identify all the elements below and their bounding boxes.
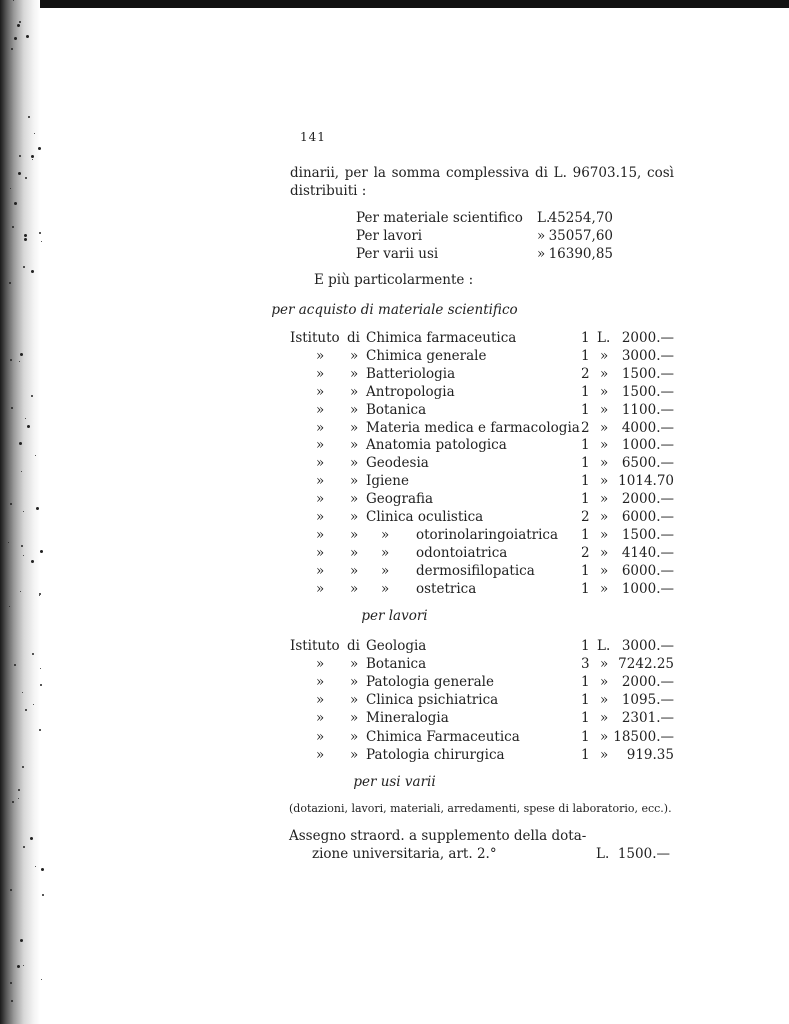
institute-name: Botanica	[366, 656, 427, 673]
row-prefix: »	[350, 580, 359, 597]
currency: »	[600, 419, 609, 436]
section-heading-lavori: per lavori	[361, 608, 428, 624]
intro-word: 96703.15,	[572, 165, 642, 181]
summary-currency: L.	[537, 210, 551, 226]
row-prefix: »	[350, 491, 359, 508]
amount: 6000.—	[621, 562, 674, 579]
currency: »	[600, 692, 609, 709]
currency: »	[600, 455, 609, 472]
intro-word: la	[373, 165, 386, 181]
intro-word: L.	[553, 165, 567, 181]
row-prefix: »	[350, 656, 359, 673]
row-prefix: »	[316, 365, 325, 382]
currency: »	[600, 710, 609, 727]
currency: »	[600, 562, 609, 579]
currency: »	[600, 674, 609, 691]
institute-name: Botanica	[366, 401, 427, 418]
row-prefix: »	[350, 692, 359, 709]
row-prefix: »	[316, 401, 325, 418]
institute-name: Materia medica e farmacologia	[366, 419, 580, 436]
intro-word: complessiva	[446, 165, 530, 181]
amount: 6500.—	[621, 455, 674, 472]
assegno-amount: 1500.—	[617, 846, 670, 862]
institute-name: Geografia	[366, 491, 434, 508]
quantity: 1	[581, 638, 590, 654]
quantity: 1	[581, 692, 590, 709]
row-prefix: »	[350, 455, 359, 472]
institute-name: Patologia generale	[366, 674, 494, 691]
amount: 7242.25	[618, 656, 674, 673]
currency: »	[600, 491, 609, 508]
row-prefix: »	[350, 728, 359, 745]
row-prefix: Istituto	[290, 330, 340, 346]
quantity: 3	[581, 656, 590, 673]
quantity: 1	[581, 473, 590, 490]
currency: L.	[597, 330, 611, 346]
currency: »	[600, 526, 609, 543]
intro-paragraph	[290, 164, 674, 200]
row-prefix: »	[350, 746, 359, 763]
row-prefix: »	[350, 383, 359, 400]
institute-name: Igiene	[366, 473, 409, 490]
currency: »	[600, 347, 609, 364]
amount: 1500.—	[621, 365, 674, 382]
row-prefix: »	[350, 562, 359, 579]
quantity: 2	[581, 365, 590, 382]
quantity: 1	[581, 437, 590, 454]
row-prefix: »	[316, 455, 325, 472]
currency: »	[600, 383, 609, 400]
row-prefix: »	[350, 674, 359, 691]
row-prefix: »	[316, 526, 325, 543]
row-prefix: »	[350, 526, 359, 543]
currency: »	[600, 656, 609, 673]
row-prefix: »	[316, 674, 325, 691]
row-prefix: »	[316, 544, 325, 561]
intro-line-2: distribuiti :	[290, 183, 367, 199]
row-prefix: »	[316, 728, 325, 745]
amount: 1100.—	[621, 401, 674, 418]
row-prefix: »	[350, 509, 359, 525]
section-heading-usi-varii: per usi varii	[353, 774, 436, 790]
row-prefix: di	[347, 638, 360, 654]
institute-name: Batteriologia	[366, 365, 456, 382]
amount: 1014.70	[618, 473, 674, 490]
row-prefix: »	[350, 347, 359, 364]
amount: 2000.—	[621, 674, 674, 691]
institute-name: Anatomia patologica	[366, 437, 507, 454]
row-prefix: »	[316, 491, 325, 508]
row-prefix: »	[350, 710, 359, 727]
row-prefix: »	[316, 437, 325, 454]
amount: 6000.—	[621, 509, 674, 525]
currency: »	[600, 509, 609, 525]
institute-name: dermosifilopatica	[416, 562, 535, 579]
summary-currency: »	[537, 246, 546, 262]
row-prefix: »	[316, 692, 325, 709]
intro-word: così	[647, 165, 674, 181]
quantity: 1	[581, 674, 590, 691]
row-prefix: »	[381, 580, 390, 597]
amount: 1095.—	[621, 692, 674, 709]
row-prefix: »	[381, 526, 390, 543]
institute-name: Chimica farmaceutica	[366, 330, 517, 346]
amount: 4000.—	[621, 419, 674, 436]
row-prefix: »	[316, 710, 325, 727]
row-prefix: »	[316, 509, 325, 525]
summary-amount: 16390,85	[548, 246, 613, 262]
currency: »	[600, 365, 609, 382]
institute-name: Chimica Farmaceutica	[366, 728, 520, 745]
quantity: 1	[581, 330, 590, 346]
quantity: 2	[581, 419, 590, 436]
institute-name: Geodesia	[366, 455, 429, 472]
quantity: 2	[581, 509, 590, 525]
row-prefix: »	[350, 419, 359, 436]
amount: 3000.—	[621, 347, 674, 364]
quantity: 1	[581, 580, 590, 597]
summary-currency: »	[537, 228, 546, 244]
row-prefix: »	[316, 656, 325, 673]
amount: 2000.—	[621, 330, 674, 346]
summary-label: Per materiale scientifico	[356, 210, 523, 226]
amount: 2301.—	[621, 710, 674, 727]
page-number: 141	[300, 130, 326, 144]
summary-label: Per lavori	[356, 228, 423, 244]
quantity: 1	[581, 491, 590, 508]
row-prefix: »	[316, 746, 325, 763]
row-prefix: »	[350, 401, 359, 418]
quantity: 1	[581, 710, 590, 727]
amount: 1500.—	[621, 526, 674, 543]
institute-name: odontoiatrica	[416, 544, 508, 561]
row-prefix: »	[316, 419, 325, 436]
row-prefix: »	[381, 562, 390, 579]
intro-word: dinarii,	[290, 165, 340, 181]
quantity: 1	[581, 728, 590, 745]
row-prefix: »	[316, 580, 325, 597]
institute-name: Mineralogia	[366, 710, 449, 727]
usi-varii-note: (dotazioni, lavori, materiali, arredamenti, spese di laboratorio, ecc.).	[289, 802, 672, 815]
institute-name: otorinolaringoiatrica	[416, 526, 559, 543]
quantity: 2	[581, 544, 590, 561]
assegno-line-2: zione universitaria, art. 2.°	[312, 846, 497, 862]
summary-label: Per varii usi	[356, 246, 439, 262]
row-prefix: Istituto	[290, 638, 340, 654]
currency: »	[600, 580, 609, 597]
row-prefix: »	[350, 473, 359, 490]
amount: 1500.—	[621, 383, 674, 400]
assegno-currency: L.	[596, 846, 610, 862]
quantity: 1	[581, 562, 590, 579]
row-prefix: »	[350, 365, 359, 382]
particular-line: E più particolarmente :	[314, 272, 474, 288]
summary-amount: 35057,60	[548, 228, 613, 244]
row-prefix: »	[316, 562, 325, 579]
institute-name: Chimica generale	[366, 347, 487, 364]
amount: 2000.—	[621, 491, 674, 508]
institute-name: Geologia	[366, 638, 427, 654]
intro-line-1	[290, 164, 674, 182]
intro-word: di	[535, 165, 548, 181]
amount: 18500.—	[613, 728, 674, 745]
intro-word: somma	[391, 165, 441, 181]
row-prefix: »	[350, 544, 359, 561]
currency: »	[600, 544, 609, 561]
institute-name: Patologia chirurgica	[366, 746, 505, 763]
institute-name: Antropologia	[366, 383, 455, 400]
row-prefix: »	[316, 347, 325, 364]
quantity: 1	[581, 526, 590, 543]
amount: 1000.—	[621, 580, 674, 597]
institute-name: Clinica oculistica	[366, 509, 484, 525]
quantity: 1	[581, 746, 590, 763]
amount: 3000.—	[621, 638, 674, 654]
currency: L.	[597, 638, 611, 654]
amount: 919.35	[626, 746, 674, 763]
row-prefix: »	[316, 383, 325, 400]
quantity: 1	[581, 455, 590, 472]
row-prefix: di	[347, 330, 360, 346]
assegno-line-1: Assegno straord. a supplemento della dota-	[289, 828, 587, 844]
institute-name: ostetrica	[416, 580, 477, 597]
amount: 1000.—	[621, 437, 674, 454]
intro-word: per	[344, 165, 368, 181]
quantity: 1	[581, 383, 590, 400]
institute-name: Clinica psichiatrica	[366, 692, 499, 709]
amount: 4140.—	[621, 544, 674, 561]
row-prefix: »	[381, 544, 390, 561]
row-prefix: »	[316, 473, 325, 490]
currency: »	[600, 746, 609, 763]
quantity: 1	[581, 401, 590, 418]
section-heading-materiale: per acquisto di materiale scientifico	[271, 302, 518, 318]
currency: »	[600, 728, 609, 745]
summary-amount: 45254,70	[548, 210, 613, 226]
currency: »	[600, 401, 609, 418]
row-prefix: »	[350, 437, 359, 454]
quantity: 1	[581, 347, 590, 364]
currency: »	[600, 473, 609, 490]
currency: »	[600, 437, 609, 454]
